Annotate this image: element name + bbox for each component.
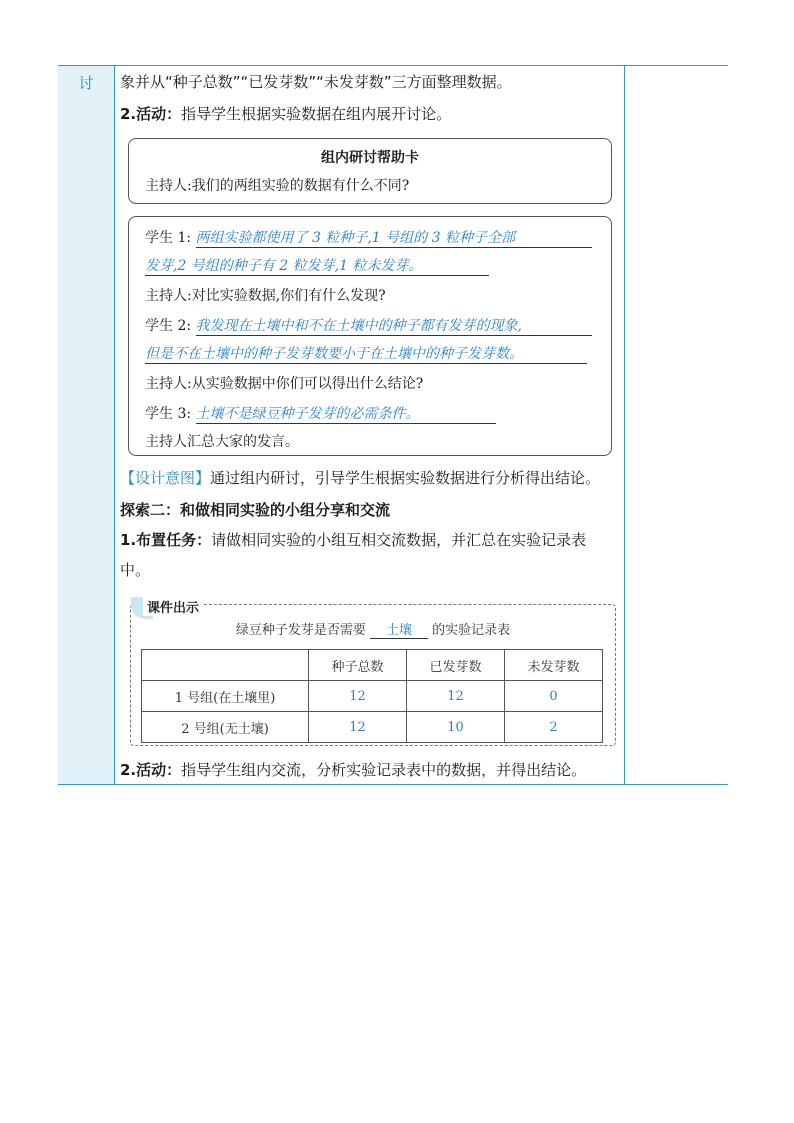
table-header-row <box>142 650 603 681</box>
record-table-caption <box>131 619 615 639</box>
task-line <box>120 530 586 550</box>
group-name: 1 号组(在土壤里) <box>142 681 309 712</box>
notes-column <box>624 66 729 784</box>
student-1-line-2 <box>145 255 489 276</box>
student-1-answer-b: 发芽,2 号组的种子有 2 粒发芽,1 粒未发芽。 <box>145 255 489 276</box>
activity-2-text: 指导学生根据实验数据在组内展开讨论。 <box>181 105 452 123</box>
not-sprouted-count: 0 <box>505 681 603 712</box>
caption-blank: 土壤 <box>370 619 428 639</box>
student-2-line <box>145 315 592 336</box>
explore-2-title: 探索二：和做相同实验的小组分享和交流 <box>120 501 391 519</box>
student-2-label: 学生 2: <box>145 318 192 334</box>
caption-suffix: 的实验记录表 <box>432 623 511 638</box>
stage-tag: 讨 <box>78 74 94 92</box>
student-2-line-2 <box>145 343 587 364</box>
final-activity-text: 指导学生组内交流，分析实验记录表中的数据，并得出结论。 <box>181 761 587 779</box>
activity-2-label: 2.活动： <box>120 105 182 123</box>
student-2-answer-b: 但是不在土壤中的种子发芽数要小于在土壤中的种子发芽数。 <box>145 343 587 364</box>
design-intent-text: 通过组内研讨，引导学生根据实验数据进行分析得出结论。 <box>210 469 601 487</box>
student-3-line <box>145 403 496 424</box>
dialog-card <box>128 216 612 456</box>
stage-column <box>58 66 115 784</box>
activity-2-line <box>120 104 451 124</box>
task-text: 请做相同实验的小组互相交流数据，并汇总在实验记录表 <box>211 531 587 549</box>
task-line-cont: 中。 <box>120 561 151 579</box>
final-activity-label: 2.活动： <box>120 761 182 779</box>
final-activity-line <box>120 760 586 780</box>
data-organize-text: 象并从“种子总数”“已发芽数”“未发芽数”三方面整理数据。 <box>120 73 512 91</box>
design-intent-label: 【设计意图】 <box>120 469 211 487</box>
task-label: 1.布置任务： <box>120 531 212 549</box>
student-1-line <box>145 227 592 248</box>
student-1-label: 学生 1: <box>145 230 192 246</box>
courseware-box <box>130 601 616 746</box>
table-header: 已发芽数 <box>407 650 505 681</box>
group-name: 2 号组(无土壤) <box>142 712 309 743</box>
caption-prefix: 绿豆种子发芽是否需要 <box>235 623 366 638</box>
record-table <box>141 649 603 743</box>
table-header: 未发芽数 <box>505 650 603 681</box>
help-card-title: 组内研讨帮助卡 <box>321 150 419 166</box>
host-summary: 主持人汇总大家的发言。 <box>145 434 299 450</box>
student-3-answer: 土壤不是绿豆种子发芽的必需条件。 <box>196 403 496 424</box>
seed-total: 12 <box>309 712 407 743</box>
seed-total: 12 <box>309 681 407 712</box>
table-header <box>142 650 309 681</box>
sprouted-count: 10 <box>407 712 505 743</box>
design-intent-line <box>120 468 600 488</box>
table-row <box>142 712 603 743</box>
table-row <box>142 681 603 712</box>
host-question-2: 主持人:对比实验数据,你们有什么发现? <box>145 288 386 304</box>
student-1-answer-a: 两组实验都使用了 3 粒种子,1 号组的 3 粒种子全部 <box>196 227 592 248</box>
courseware-label: 课件出示 <box>143 597 203 616</box>
not-sprouted-count: 2 <box>505 712 603 743</box>
student-2-answer-a: 我发现在土壤中和不在土壤中的种子都有发芽的现象, <box>196 315 592 336</box>
host-question-1: 主持人:我们的两组实验的数据有什么不同? <box>145 178 410 194</box>
host-question-3: 主持人:从实验数据中你们可以得出什么结论? <box>145 376 424 392</box>
table-header: 种子总数 <box>309 650 407 681</box>
sprouted-count: 12 <box>407 681 505 712</box>
student-3-label: 学生 3: <box>145 406 192 422</box>
help-card <box>128 138 612 204</box>
